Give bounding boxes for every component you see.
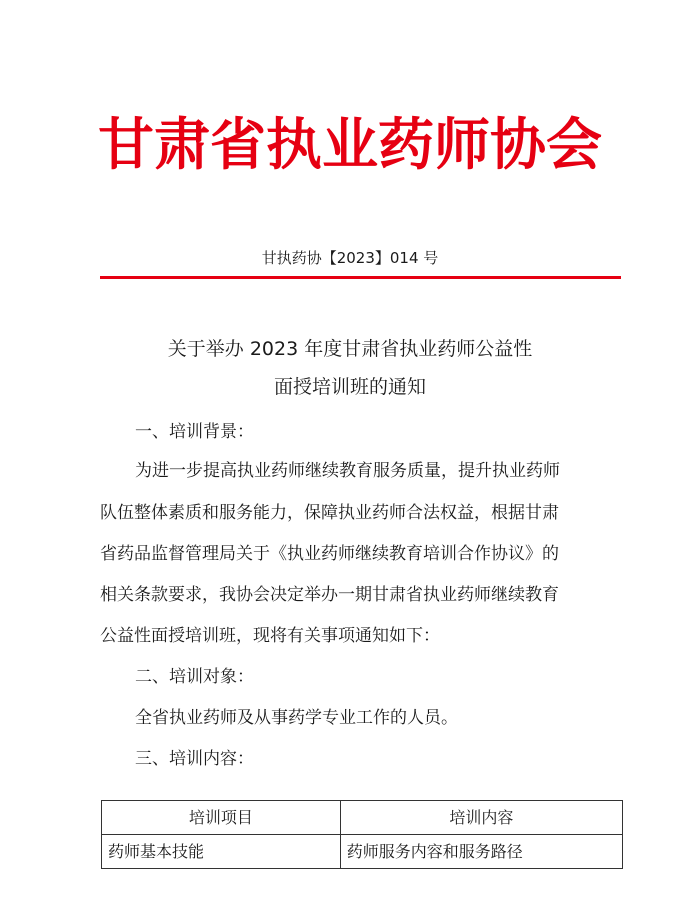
notice-title-line-2: 面授培训班的通知 <box>273 376 426 398</box>
organization-title: 甘肃省执业药师协会 <box>98 113 602 178</box>
body-paragraph-line: 公益性面授培训班，现将有关事项通知如下： <box>100 626 440 646</box>
section-heading-target: 二、培训对象： <box>135 667 254 687</box>
body-paragraph-line: 为进一步提高执业药师继续教育服务质量，提升执业药师 <box>135 461 560 481</box>
document-number: 甘执药协【2023】014 号 <box>261 249 439 267</box>
table-header-content: 培训内容 <box>340 801 622 835</box>
red-divider-rule <box>100 276 621 279</box>
table-cell-content: 药师服务内容和服务路径 <box>340 835 622 869</box>
body-paragraph-line: 省药品监督管理局关于《执业药师继续教育培训合作协议》的 <box>100 544 559 564</box>
section-heading-background: 一、培训背景： <box>135 422 254 442</box>
body-paragraph-line: 相关条款要求，我协会决定举办一期甘肃省执业药师继续教育 <box>100 585 559 605</box>
notice-title-line-1: 关于举办 2023 年度甘肃省执业药师公益性 <box>167 338 533 360</box>
table-header-row <box>102 801 623 835</box>
table-header-project: 培训项目 <box>102 801 341 835</box>
table-row <box>102 835 623 869</box>
body-paragraph-line: 队伍整体素质和服务能力，保障执业药师合法权益，根据甘肃 <box>100 503 559 523</box>
training-content-table <box>101 800 623 869</box>
target-audience-text: 全省执业药师及从事药学专业工作的人员。 <box>135 708 458 728</box>
section-heading-content: 三、培训内容： <box>135 749 254 769</box>
table-cell-project: 药师基本技能 <box>102 835 341 869</box>
